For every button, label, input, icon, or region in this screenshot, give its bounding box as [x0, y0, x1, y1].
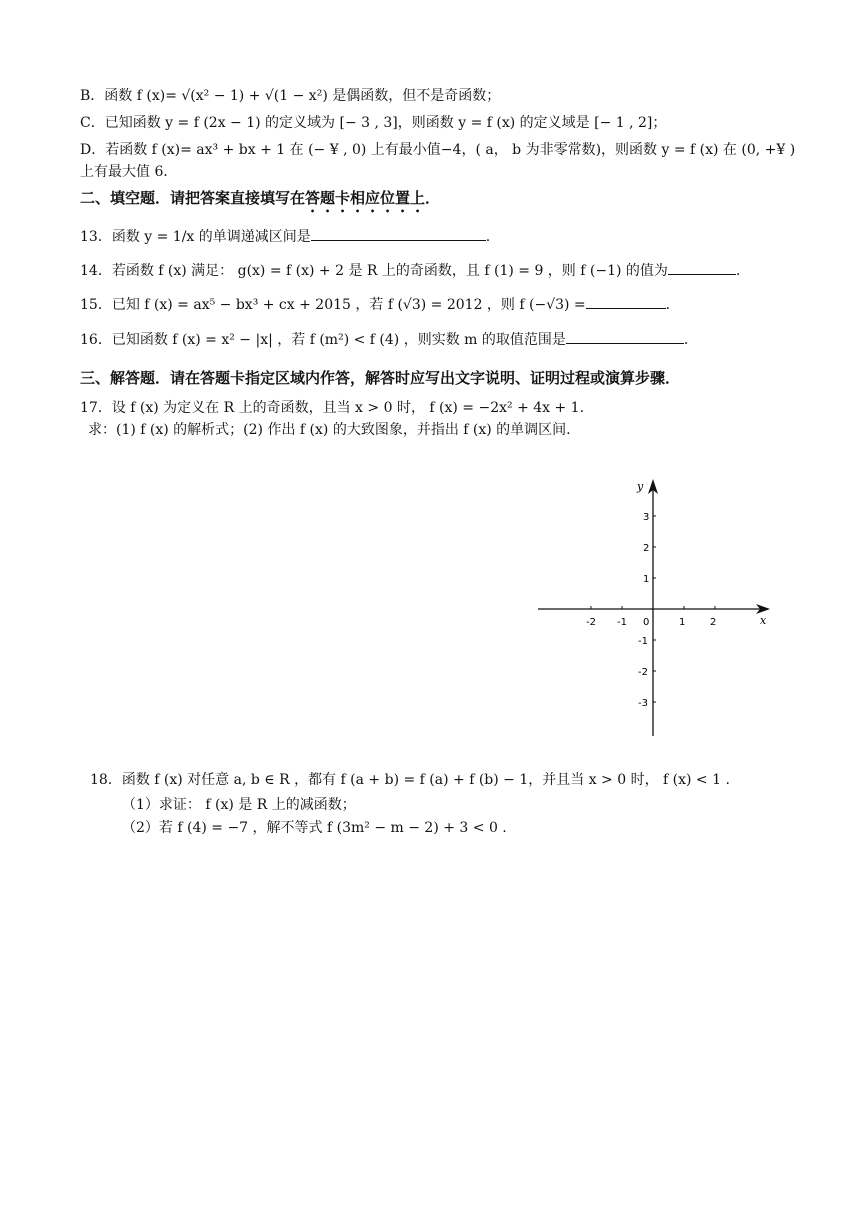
q13-end: . — [485, 229, 491, 245]
coordinate-graph — [530, 472, 775, 742]
q14-text: 14．若函数 f (x) 满足： g(x) = f (x) + 2 是 R 上的奇函数，且 f (1) = 9 ，则 f (−1) 的值为 — [80, 263, 668, 279]
q16-answer-blank — [566, 329, 684, 344]
option-c: C．已知函数 y = f (2x − 1) 的定义域为 [− 3 , 3]，则函数 y = f (x) 的定义域是 [− 1 , 2]； — [80, 115, 667, 131]
q13-text: 13．函数 y = 1/x 的单调递减区间是 — [80, 229, 311, 245]
q13-answer-blank — [311, 226, 486, 241]
x-tick-label: -2 — [586, 617, 596, 628]
question-14 — [80, 260, 740, 281]
section-2-dotted: 答题卡相应位置上 — [305, 189, 426, 207]
x-axis-label: x — [760, 614, 767, 627]
x-tick-label: 0 — [643, 617, 650, 628]
q15-answer-blank — [586, 294, 666, 309]
q16-text: 16．已知函数 f (x) = x² − |x| ，若 f (m²) < f (4) ，则实数 m 的取值范围是 — [80, 332, 566, 348]
question-18-line2: （1）求证： f (x) 是 R 上的减函数； — [122, 797, 356, 813]
question-17-line1: 17．设 f (x) 为定义在 R 上的奇函数，且当 x > 0 时， f (x) = −2x² + 4x + 1. — [80, 400, 585, 416]
section-2-suffix: ． — [425, 189, 441, 207]
option-d-line1: D．若函数 f (x)= ax³ + bx + 1 在 (− ¥ , 0) 上有最小值−4，( a， b 为非零常数)，则函数 y = f (x) 在 (0, +¥ ) — [80, 142, 796, 158]
x-tick-label: 1 — [679, 617, 686, 628]
x-tick-label: -1 — [617, 617, 627, 628]
option-b: B．函数 f (x)= √(x² − 1) + √(1 − x²) 是偶函数，但不是奇函数； — [80, 88, 501, 104]
question-17-line2: 求：(1) f (x) 的解析式；(2) 作出 f (x) 的大致图象，并指出 f (x) 的单调区间. — [88, 422, 571, 438]
option-d-line2: 上有最大值 6． — [80, 164, 178, 180]
section-3-heading: 三、解答题．请在答题卡指定区域内作答，解答时应写出文字说明、证明过程或演算步骤． — [80, 369, 681, 387]
question-16 — [80, 329, 688, 350]
q14-end: . — [735, 263, 741, 279]
y-axis-label: y — [637, 480, 644, 493]
y-tick-label: 1 — [643, 574, 650, 585]
q14-answer-blank — [668, 260, 736, 275]
y-tick-label: 2 — [643, 543, 650, 554]
x-tick-label: 2 — [710, 617, 717, 628]
q15-text: 15．已知 f (x) = ax⁵ − bx³ + cx + 2015 ，若 f (√3) = 2012 ，则 f (−√3) = — [80, 297, 586, 313]
y-tick-label: -2 — [638, 667, 648, 678]
question-13 — [80, 226, 490, 247]
y-tick-label: -1 — [638, 636, 648, 647]
section-2-prefix: 二、填空题．请把答案直接填写在 — [80, 189, 306, 207]
y-tick-label: 3 — [643, 512, 650, 523]
question-18-line1: 18．函数 f (x) 对任意 a, b ∈ R ，都有 f (a + b) = f (a) + f (b) − 1，并且当 x > 0 时， f (x) < 1 . — [90, 772, 730, 788]
q16-end: . — [683, 332, 689, 348]
question-15 — [80, 294, 670, 315]
section-2-heading — [80, 188, 440, 216]
q15-end: . — [665, 297, 671, 313]
y-tick-label: -3 — [638, 698, 648, 709]
question-18-line3: （2）若 f (4) = −7 ，解不等式 f (3m² − m − 2) + 3 < 0 . — [122, 820, 507, 836]
